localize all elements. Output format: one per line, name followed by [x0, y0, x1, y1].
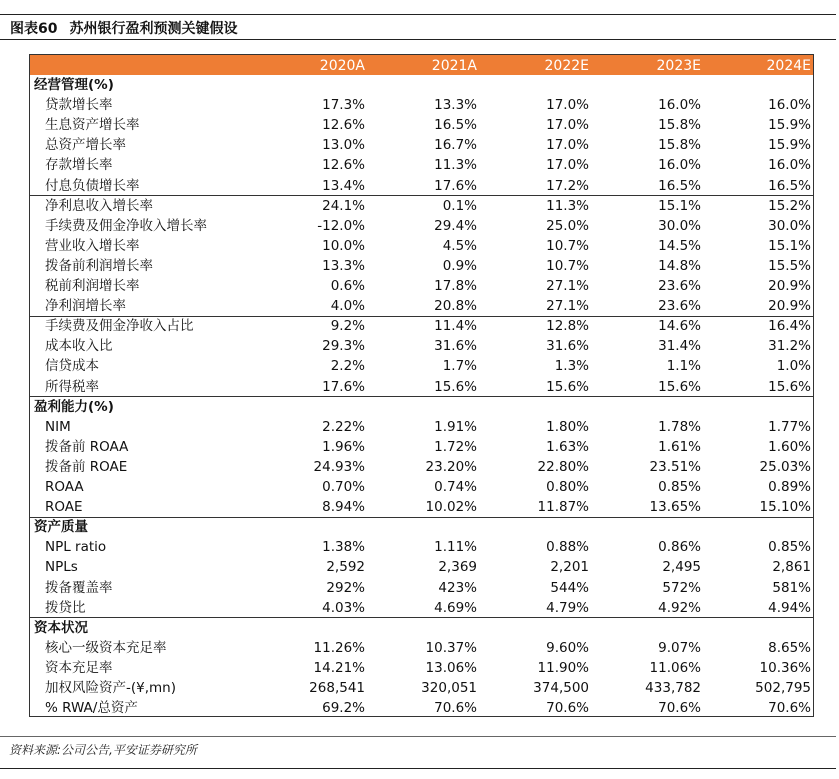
row-label: NPL ratio — [45, 539, 107, 556]
row-label: 总资产增长率 — [45, 137, 126, 154]
row-label: 拨备前 ROAE — [45, 458, 128, 475]
value-cell: 23.20% — [425, 458, 477, 475]
row-label: ROAE — [45, 499, 83, 516]
value-cell: 1.80% — [546, 418, 589, 435]
value-cell: 4.79% — [546, 599, 589, 616]
value-cell: 0.9% — [442, 257, 477, 274]
value-cell: 20.8% — [434, 298, 477, 315]
value-cell: 10.7% — [546, 257, 589, 274]
value-cell: 70.6% — [434, 700, 477, 717]
value-cell: 29.4% — [434, 217, 477, 234]
value-cell: 14.5% — [658, 237, 701, 254]
bottom-rule — [0, 768, 836, 769]
value-cell: 12.6% — [322, 157, 365, 174]
table-row — [30, 437, 813, 457]
value-cell: 31.4% — [658, 338, 701, 355]
table-row — [30, 135, 813, 155]
value-cell: 9.2% — [330, 318, 365, 335]
value-cell: 27.1% — [546, 278, 589, 294]
table-row — [30, 477, 813, 497]
value-cell: 1.61% — [658, 438, 701, 455]
value-cell: 14.21% — [313, 659, 365, 676]
value-cell: 16.0% — [658, 157, 701, 174]
value-cell: 20.9% — [768, 278, 811, 294]
row-label: 净利息收入增长率 — [45, 197, 153, 214]
section-row — [30, 75, 813, 95]
value-cell: 15.8% — [658, 137, 701, 154]
value-cell: 16.7% — [434, 137, 477, 154]
column-header-2024E: 2024E — [766, 58, 811, 74]
value-cell: 11.4% — [434, 318, 477, 335]
value-cell: 17.0% — [546, 117, 589, 134]
value-cell: 16.5% — [658, 177, 701, 194]
value-cell: 25.03% — [759, 458, 811, 475]
table-row — [30, 497, 813, 517]
value-cell: 12.8% — [546, 318, 589, 335]
value-cell: 0.74% — [434, 479, 477, 495]
value-cell: 13.3% — [434, 97, 477, 114]
value-cell: 1.63% — [546, 438, 589, 455]
table-row — [30, 598, 813, 618]
value-cell: 0.80% — [546, 479, 589, 495]
row-label: % RWA/总资产 — [45, 700, 138, 717]
row-label: 拨备前 ROAA — [45, 438, 129, 455]
table-row — [30, 537, 813, 557]
value-cell: 17.6% — [322, 378, 365, 395]
value-cell: 16.5% — [434, 117, 477, 134]
value-cell: 1.1% — [666, 358, 701, 375]
table-row — [30, 276, 813, 296]
table-row — [30, 236, 813, 256]
row-label: 付息负债增长率 — [45, 177, 140, 194]
value-cell: 544% — [550, 579, 589, 596]
value-cell: 0.88% — [546, 539, 589, 556]
value-cell: 70.6% — [768, 700, 811, 717]
row-label: 生息资产增长率 — [45, 117, 140, 134]
value-cell: 0.1% — [442, 197, 477, 214]
value-cell: 17.0% — [546, 157, 589, 174]
column-header-2021A: 2021A — [431, 58, 477, 74]
row-label: 资本充足率 — [45, 659, 113, 676]
value-cell: 10.37% — [425, 639, 477, 656]
value-cell: 10.0% — [322, 237, 365, 254]
value-cell: 10.36% — [759, 659, 811, 676]
value-cell: 0.85% — [658, 479, 701, 495]
value-cell: 292% — [326, 579, 365, 596]
value-cell: 23.51% — [649, 458, 701, 475]
value-cell: 4.0% — [330, 298, 365, 315]
value-cell: 11.3% — [546, 197, 589, 214]
figure-title-text: 苏州银行盈利预测关键假设 — [69, 21, 238, 37]
value-cell: 15.6% — [434, 378, 477, 395]
table-row — [30, 196, 813, 216]
table-row — [30, 336, 813, 356]
table-row — [30, 417, 813, 437]
value-cell: 1.96% — [322, 438, 365, 455]
value-cell: 1.60% — [768, 438, 811, 455]
table-row — [30, 216, 813, 236]
value-cell: 17.6% — [434, 177, 477, 194]
row-label: 所得税率 — [45, 378, 99, 395]
value-cell: 17.3% — [322, 97, 365, 114]
value-cell: 17.0% — [546, 137, 589, 154]
value-cell: 1.78% — [658, 418, 701, 435]
value-cell: 502,795 — [755, 680, 811, 696]
value-cell: 13.0% — [322, 137, 365, 154]
value-cell: 13.65% — [649, 499, 701, 516]
table-header-row — [30, 55, 813, 75]
row-label: 加权风险资产-(¥,mn) — [45, 680, 176, 696]
value-cell: 9.07% — [658, 639, 701, 656]
value-cell: 11.87% — [537, 499, 589, 516]
section-label: 经营管理(%) — [34, 77, 114, 93]
value-cell: 15.9% — [768, 117, 811, 134]
value-cell: 2,201 — [550, 559, 589, 576]
value-cell: 16.0% — [768, 157, 811, 174]
value-cell: 24.93% — [313, 458, 365, 475]
section-row — [30, 517, 813, 537]
value-cell: 10.7% — [546, 237, 589, 254]
value-cell: 15.6% — [658, 378, 701, 395]
value-cell: 1.0% — [776, 358, 811, 375]
table-row — [30, 115, 813, 135]
value-cell: 1.38% — [322, 539, 365, 556]
value-cell: 24.1% — [322, 197, 365, 214]
value-cell: 27.1% — [546, 298, 589, 315]
column-header-2023E: 2023E — [656, 58, 701, 74]
assumptions-table — [29, 54, 814, 717]
table-row — [30, 638, 813, 658]
section-row — [30, 618, 813, 638]
value-cell: 2.22% — [322, 418, 365, 435]
value-cell: 4.94% — [768, 599, 811, 616]
value-cell: 433,782 — [645, 680, 701, 696]
table-row — [30, 578, 813, 598]
value-cell: 15.9% — [768, 137, 811, 154]
value-cell: 1.77% — [768, 418, 811, 435]
value-cell: 31.6% — [434, 338, 477, 355]
figure-title — [10, 18, 237, 38]
row-label: 手续费及佣金净收入增长率 — [45, 217, 207, 234]
row-label: 净利润增长率 — [45, 298, 126, 315]
value-cell: 10.02% — [425, 499, 477, 516]
value-cell: 2,495 — [662, 559, 701, 576]
source-note: 资料来源:公司公告,平安证券研究所 — [9, 743, 197, 757]
value-cell: 16.4% — [768, 318, 811, 335]
table-row — [30, 557, 813, 577]
table-row — [30, 176, 813, 196]
value-cell: 70.6% — [546, 700, 589, 717]
value-cell: 423% — [438, 579, 477, 596]
value-cell: 11.26% — [313, 639, 365, 656]
row-label: ROAA — [45, 479, 84, 495]
value-cell: 8.94% — [322, 499, 365, 516]
value-cell: 1.11% — [434, 539, 477, 556]
value-cell: 17.8% — [434, 278, 477, 294]
row-label: 拨贷比 — [45, 599, 86, 616]
table-row — [30, 678, 813, 698]
value-cell: 4.03% — [322, 599, 365, 616]
row-label: NIM — [45, 418, 71, 435]
section-row — [30, 397, 813, 417]
value-cell: 31.6% — [546, 338, 589, 355]
value-cell: 15.1% — [658, 197, 701, 214]
value-cell: 16.0% — [658, 97, 701, 114]
value-cell: 0.85% — [768, 539, 811, 556]
value-cell: 15.6% — [768, 378, 811, 395]
value-cell: 0.89% — [768, 479, 811, 495]
value-cell: 0.6% — [330, 278, 365, 294]
table-row — [30, 698, 813, 718]
value-cell: 16.5% — [768, 177, 811, 194]
value-cell: 1.3% — [554, 358, 589, 375]
value-cell: 15.10% — [759, 499, 811, 516]
value-cell: 0.86% — [658, 539, 701, 556]
value-cell: 70.6% — [658, 700, 701, 717]
value-cell: 25.0% — [546, 217, 589, 234]
row-label: 营业收入增长率 — [45, 237, 140, 254]
source-divider — [0, 736, 836, 737]
value-cell: 12.6% — [322, 117, 365, 134]
table-row — [30, 457, 813, 477]
row-label: 拨备覆盖率 — [45, 579, 113, 596]
row-label: 成本收入比 — [45, 338, 113, 355]
table-row — [30, 296, 813, 316]
value-cell: 22.80% — [537, 458, 589, 475]
table-row — [30, 377, 813, 397]
value-cell: 268,541 — [309, 680, 365, 696]
value-cell: 11.90% — [537, 659, 589, 676]
value-cell: 31.2% — [768, 338, 811, 355]
section-label: 资产质量 — [34, 519, 88, 536]
row-label: 税前利润增长率 — [45, 278, 140, 294]
value-cell: 0.70% — [322, 479, 365, 495]
value-cell: 11.06% — [649, 659, 701, 676]
value-cell: 374,500 — [533, 680, 589, 696]
value-cell: 1.72% — [434, 438, 477, 455]
row-label: 手续费及佣金净收入占比 — [45, 318, 194, 335]
value-cell: 23.6% — [658, 278, 701, 294]
value-cell: 320,051 — [421, 680, 477, 696]
value-cell: 16.0% — [768, 97, 811, 114]
table-row — [30, 256, 813, 276]
table-row — [30, 356, 813, 376]
value-cell: 17.2% — [546, 177, 589, 194]
column-header-2022E: 2022E — [544, 58, 589, 74]
row-label: 存款增长率 — [45, 157, 113, 174]
table-row — [30, 316, 813, 336]
column-header-2020A: 2020A — [319, 58, 365, 74]
value-cell: 1.7% — [442, 358, 477, 375]
value-cell: 13.06% — [425, 659, 477, 676]
value-cell: 581% — [772, 579, 811, 596]
table-row — [30, 95, 813, 115]
value-cell: 2,369 — [438, 559, 477, 576]
value-cell: 13.3% — [322, 257, 365, 274]
value-cell: 30.0% — [768, 217, 811, 234]
value-cell: 15.5% — [768, 257, 811, 274]
value-cell: 14.6% — [658, 318, 701, 335]
value-cell: 11.3% — [434, 157, 477, 174]
row-label: 拨备前利润增长率 — [45, 257, 153, 274]
value-cell: 13.4% — [322, 177, 365, 194]
value-cell: 20.9% — [768, 298, 811, 315]
value-cell: 8.65% — [768, 639, 811, 656]
value-cell: 14.8% — [658, 257, 701, 274]
value-cell: 17.0% — [546, 97, 589, 114]
value-cell: 572% — [662, 579, 701, 596]
row-label: NPLs — [45, 559, 78, 576]
value-cell: 2,861 — [772, 559, 811, 576]
value-cell: 30.0% — [658, 217, 701, 234]
value-cell: 23.6% — [658, 298, 701, 315]
value-cell: 69.2% — [322, 700, 365, 717]
figure-header — [0, 14, 836, 40]
value-cell: 15.6% — [546, 378, 589, 395]
section-label: 盈利能力(%) — [34, 398, 114, 415]
row-label: 信贷成本 — [45, 358, 99, 375]
section-label: 资本状况 — [34, 619, 88, 636]
value-cell: 2,592 — [326, 559, 365, 576]
figure-number: 图表60 — [10, 21, 58, 37]
value-cell: 2.2% — [330, 358, 365, 375]
value-cell: 1.91% — [434, 418, 477, 435]
value-cell: 15.8% — [658, 117, 701, 134]
value-cell: 15.2% — [768, 197, 811, 214]
table-row — [30, 155, 813, 175]
value-cell: 29.3% — [322, 338, 365, 355]
row-label: 核心一级资本充足率 — [45, 639, 167, 656]
value-cell: -12.0% — [317, 217, 365, 234]
value-cell: 15.1% — [768, 237, 811, 254]
value-cell: 9.60% — [546, 639, 589, 656]
row-label: 贷款增长率 — [45, 97, 113, 114]
value-cell: 4.92% — [658, 599, 701, 616]
table-row — [30, 658, 813, 678]
value-cell: 4.5% — [442, 237, 477, 254]
value-cell: 4.69% — [434, 599, 477, 616]
